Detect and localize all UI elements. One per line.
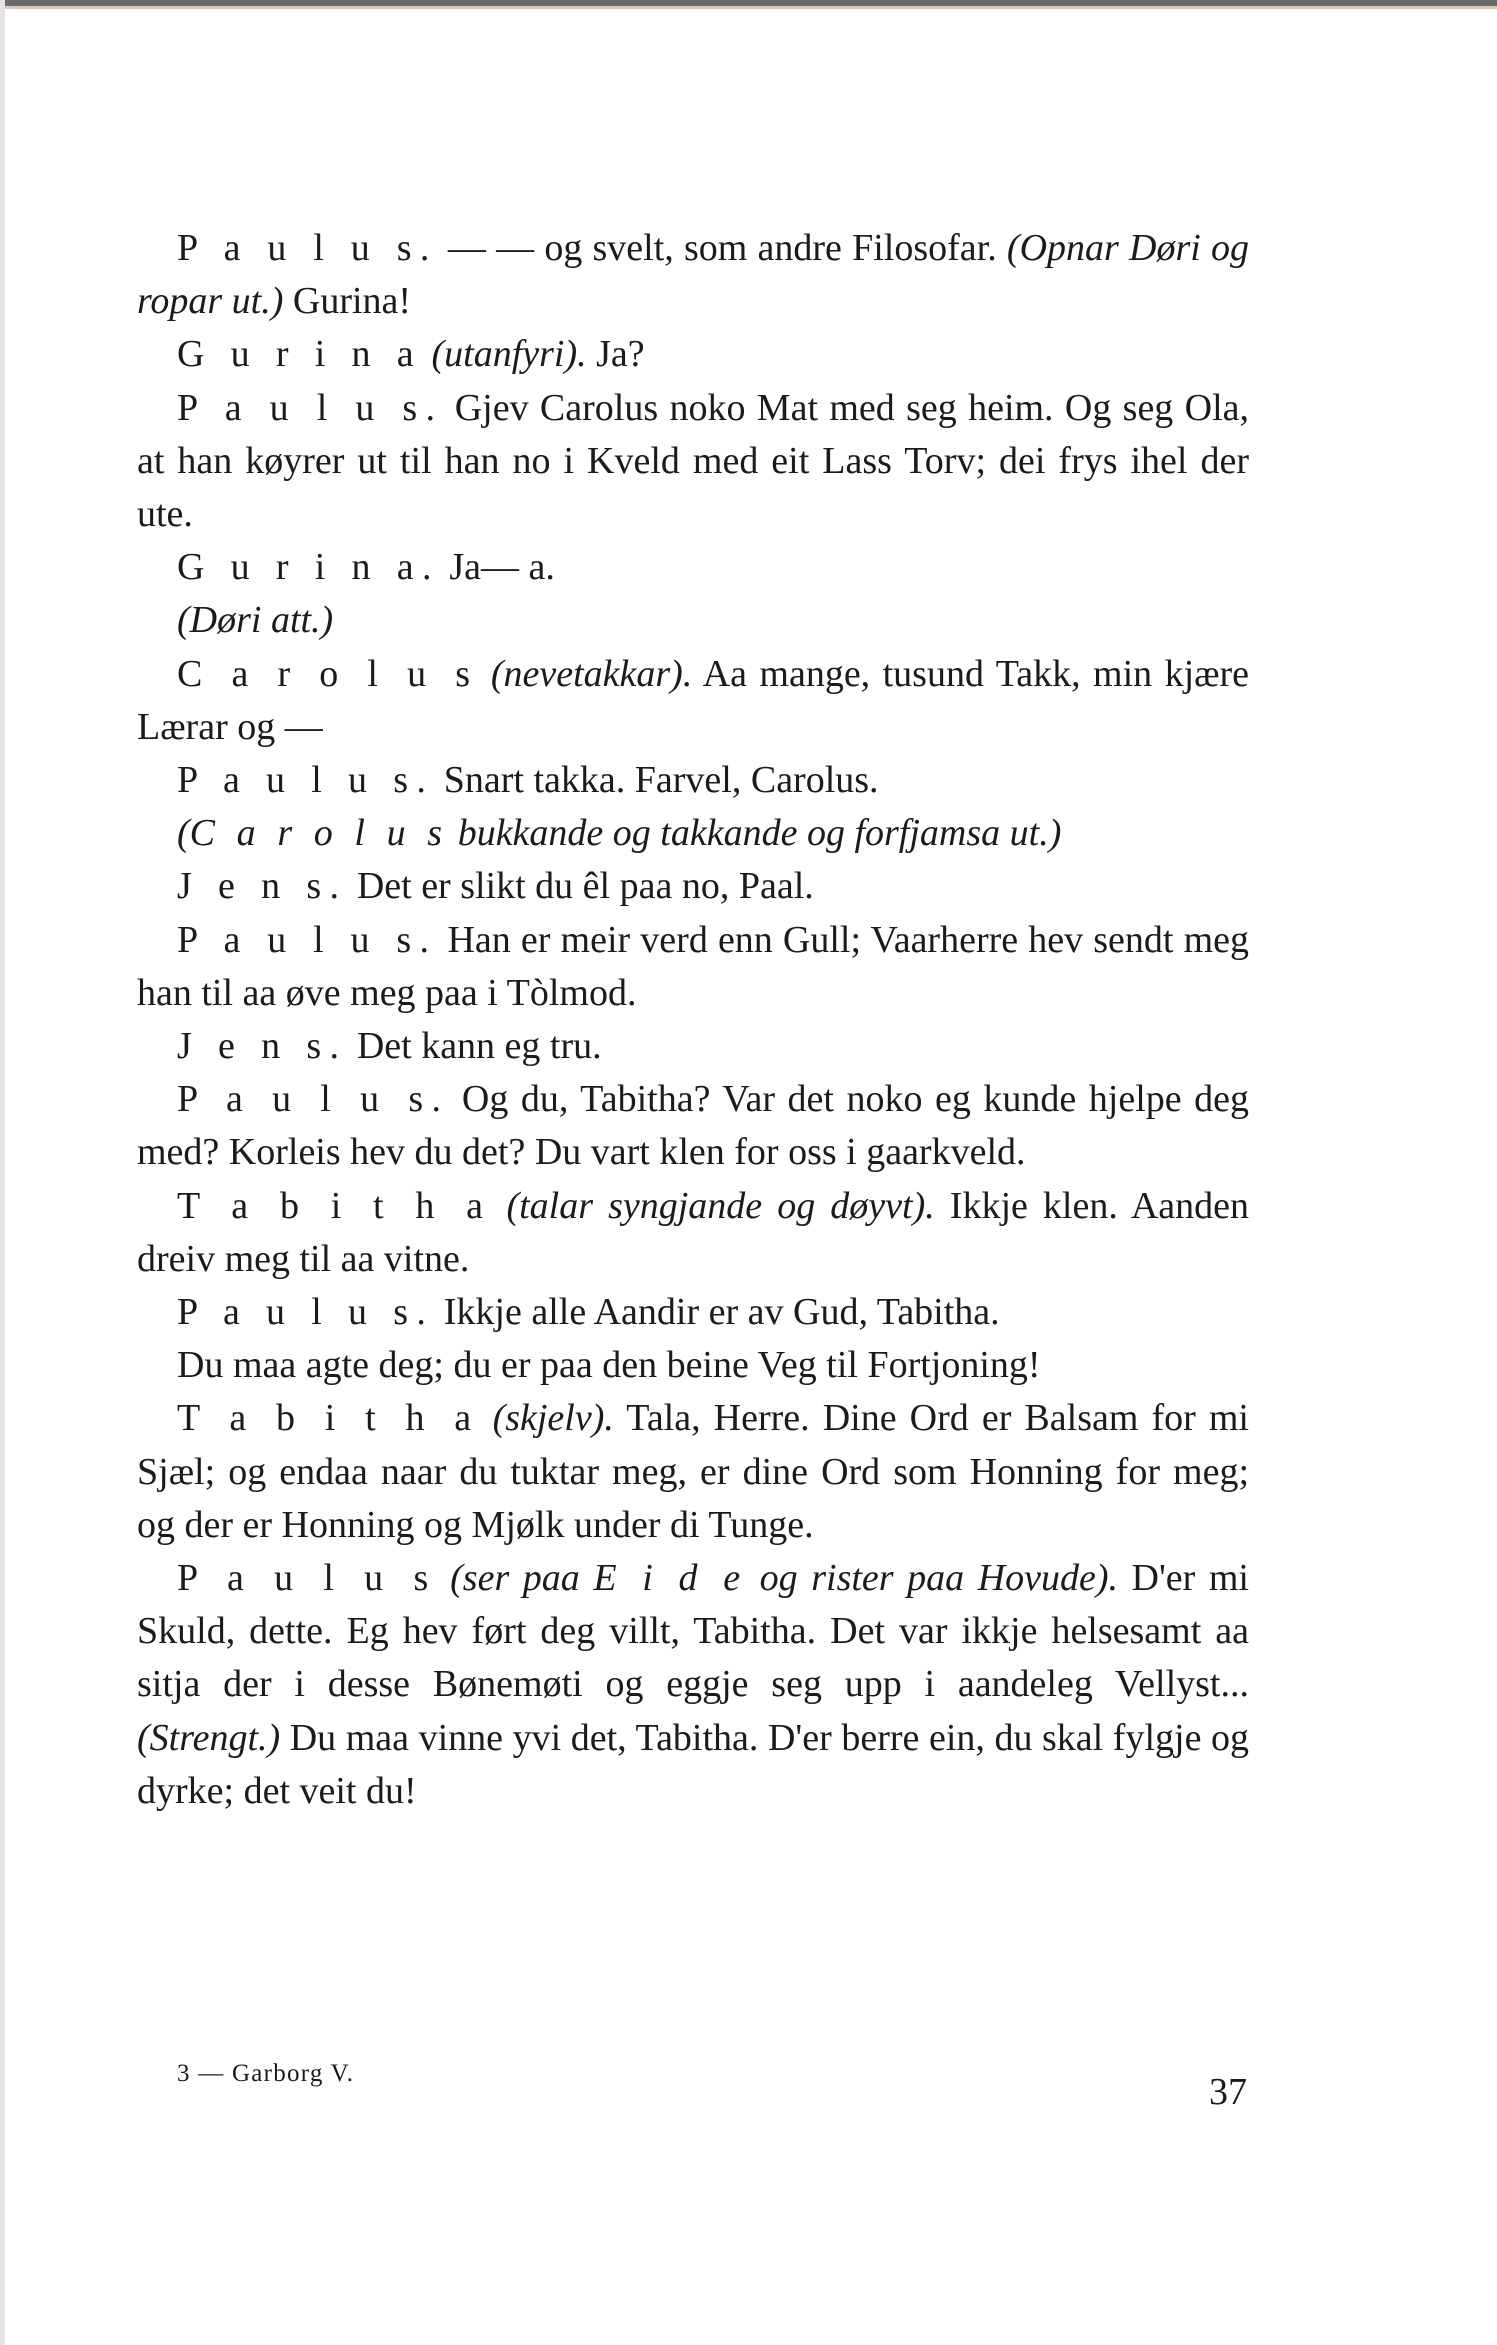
speaker-name: T a b i t h a [177,1397,480,1440]
speaker-name: G u r i n a. [177,546,440,589]
stage-direction: (Strengt.) [137,1716,281,1759]
dialogue-text: Du maa agte deg; du er paa den beine Veg til Fortjoning! [177,1344,1041,1387]
paragraph [137,1073,1249,1179]
stage-direction: (skjelv). [492,1397,614,1440]
speaker-name: C a r o l u s [189,812,449,855]
paragraph [137,1339,1249,1392]
dialogue-text: Ikkje klen. Aanden dreiv meg til aa vitne. [137,1184,1249,1280]
speaker-name: P a u l u s [177,1557,437,1600]
paragraph [137,1180,1249,1286]
page-footer [137,2060,1249,2120]
paragraph [137,541,1249,594]
paragraph [137,1020,1249,1073]
left-page-edge [0,0,5,2345]
dialogue-text: Snart takka. Farvel, Carolus. [434,759,879,802]
stage-direction: (talar syngjande og døyvt). [506,1184,935,1227]
dialogue-text: — — og svelt, som andre Filosofar. [437,227,1007,269]
speaker-name: P a u l u s. [177,1078,450,1121]
stage-direction: og rister paa Hovude). [746,1557,1118,1600]
dialogue-text: Gjev Carolus noko Mat med seg heim. Og seg Ola, at han køyrer ut til han no i Kveld med eit Lass Torv; dei frys ihel der ute. [137,386,1249,536]
paragraph [137,807,1249,860]
dialogue-text [491,1185,506,1227]
paragraph [137,382,1249,542]
speaker-name: J e n s. [177,865,348,908]
speaker-name: P a u l u s. [177,918,438,961]
speaker-name: P a u l u s. [177,386,444,429]
paragraph [137,328,1249,381]
dialogue-text: Og du, Tabitha? Var det noko eg kunde hjelpe deg med? Korleis hev du det? Du vart klen for oss i gaarkveld. [137,1078,1249,1174]
paragraph [137,1286,1249,1339]
dialogue-text: Han er meir verd enn Gull; Vaarherre hev sendt meg han til aa øve meg paa i Tòlmod. [137,918,1249,1014]
stage-direction: (ser paa [450,1557,594,1600]
top-edge-tint [0,6,1497,9]
page-text-body [137,222,1249,1818]
speaker-name: E i d e [593,1557,747,1600]
dialogue-text: Du maa vinne yvi det, Tabitha. D'er berre ein, du skal fylgje og dyrke; det veit du! [137,1716,1249,1812]
paragraph [137,754,1249,807]
stage-direction: (utanfyri). [431,333,587,376]
stage-direction: (Døri att.) [177,599,334,642]
paragraph [137,1392,1249,1552]
dialogue-text [437,1557,451,1599]
dialogue-text: D'er mi Skuld, dette. Eg hev ført deg villt, Tabitha. Det var ikkje helsesamt aa sitja der i desse Bønemøti og eggje seg upp i aandeleg Vellyst... [137,1557,1249,1706]
stage-direction: (nevetakkar). [490,652,693,695]
dialogue-text: Gurina! [283,280,412,323]
dialogue-text: Det kann eg tru. [347,1025,602,1068]
speaker-name: J e n s. [177,1025,348,1068]
speaker-name: T a b i t h a [177,1184,492,1227]
stage-direction: ( [177,812,190,855]
speaker-name: P a u l u s. [177,1291,435,1334]
signature-mark: 3 — Garborg V. [177,2060,355,2087]
dialogue-text: Tala, Herre. Dine Ord er Balsam for mi Sjæl; og endaa naar du tuktar meg, er dine Ord som Honning for meg; og der er Honning og Mjølk under di Tunge. [137,1397,1249,1546]
speaker-name: P a u l u s. [177,227,438,269]
paragraph [137,594,1249,647]
page-number: 37 [1209,2071,1247,2113]
stage-direction: bukkande og takkande og forfjamsa ut.) [448,812,1062,855]
speaker-name: C a r o l u s [177,652,479,695]
dialogue-text: Ja— a. [439,546,555,589]
paragraph [137,648,1249,754]
paragraph [137,222,1249,328]
stage-direction: (Opnar Døri og ropar ut.) [137,227,1249,323]
dialogue-text: Ikkje alle Aandir er av Gud, Tabitha. [434,1291,1000,1334]
paragraph [137,860,1249,913]
dialogue-text [479,1397,492,1439]
dialogue-text: Ja? [586,333,645,376]
dialogue-text [478,653,490,695]
speaker-name: G u r i n a [177,333,422,376]
dialogue-text: Det er slikt du êl paa no, Paal. [347,865,814,908]
paragraph [137,914,1249,1020]
dialogue-text: Aa mange, tusund Takk, min kjære Lærar og — [137,652,1249,748]
paragraph [137,1552,1249,1818]
speaker-name: P a u l u s. [177,759,435,802]
